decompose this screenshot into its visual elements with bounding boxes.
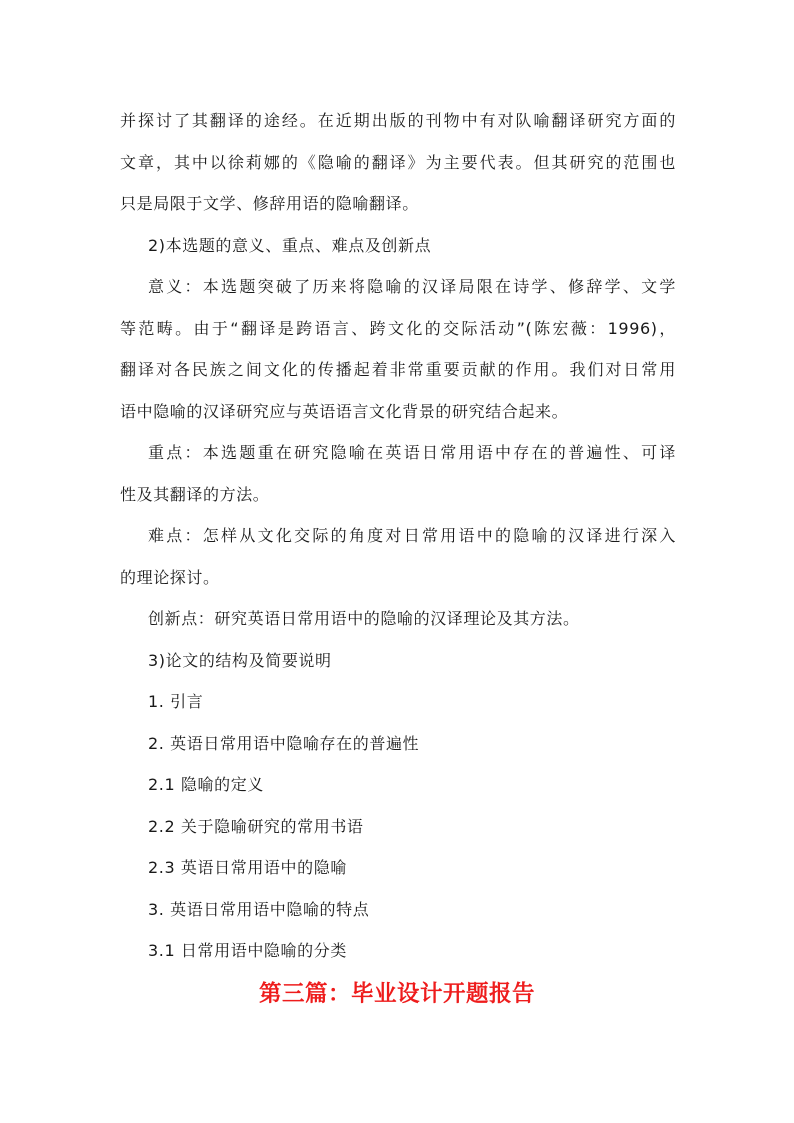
text-line: 2.3 英语日常用语中的隐喻 xyxy=(148,858,347,877)
text-line: 创新点：研究英语日常用语中的隐喻的汉译理论及其方法。 xyxy=(148,609,580,628)
text-line: 1. 引言 xyxy=(148,692,204,711)
paragraph-innovation xyxy=(120,598,676,640)
text-line: 2.1 隐喻的定义 xyxy=(148,775,264,794)
outline-item xyxy=(120,889,676,931)
text-line: 2)本选题的意义、重点、难点及创新点 xyxy=(148,235,432,255)
paragraph-key-points xyxy=(120,432,676,515)
paragraph-translation-review xyxy=(120,100,676,225)
text-line: 性及其翻译的方法。 xyxy=(120,484,270,504)
text-line: 等范畴。由于“翻译是跨语言、跨文化的交际活动”(陈宏薇：1996)， xyxy=(120,318,676,338)
section-heading-significance xyxy=(120,225,676,267)
outline-item xyxy=(120,723,676,765)
text-line: 3)论文的结构及简要说明 xyxy=(148,650,332,670)
text-line: 的理论探讨。 xyxy=(120,567,220,587)
text-line: 翻译对各民族之间文化的传播起着非常重要贡献的作用。我们对日常用 xyxy=(120,360,676,379)
text-line: 2. 英语日常用语中隐喻存在的普遍性 xyxy=(148,733,420,753)
outline-item xyxy=(120,847,676,889)
outline-item xyxy=(120,930,676,972)
text-line: 文章，其中以徐莉娜的《隐喻的翻译》为主要代表。但其研究的范围也 xyxy=(120,152,676,172)
text-line: 语中隐喻的汉译研究应与英语语言文化背景的研究结合起来。 xyxy=(120,401,569,421)
paragraph-significance xyxy=(120,266,676,432)
outline-item xyxy=(120,806,676,848)
paragraph-difficulties xyxy=(120,515,676,598)
outline-item xyxy=(120,681,676,723)
body-text xyxy=(120,100,676,972)
text-line: 2.2 关于隐喻研究的常用书语 xyxy=(148,816,364,836)
text-line: 并探讨了其翻译的途经。在近期出版的刊物中有对队喻翻译研究方面的 xyxy=(120,111,676,130)
text-line: 意义：本选题突破了历来将隐喻的汉译局限在诗学、修辞学、文学 xyxy=(148,277,676,296)
text-line: 难点：怎样从文化交际的角度对日常用语中的隐喻的汉译进行深入 xyxy=(148,526,676,545)
section-title: 第三篇：毕业设计开题报告 xyxy=(258,981,535,1007)
section-heading-structure xyxy=(120,640,676,682)
text-line: 3.1 日常用语中隐喻的分类 xyxy=(148,941,347,960)
outline-item xyxy=(120,764,676,806)
text-line: 3. 英语日常用语中隐喻的特点 xyxy=(148,899,370,919)
text-line: 重点：本选题重在研究隐喻在英语日常用语中存在的普遍性、可译 xyxy=(148,443,676,462)
text-line: 只是局限于文学、修辞用语的隐喻翻译。 xyxy=(120,194,419,213)
